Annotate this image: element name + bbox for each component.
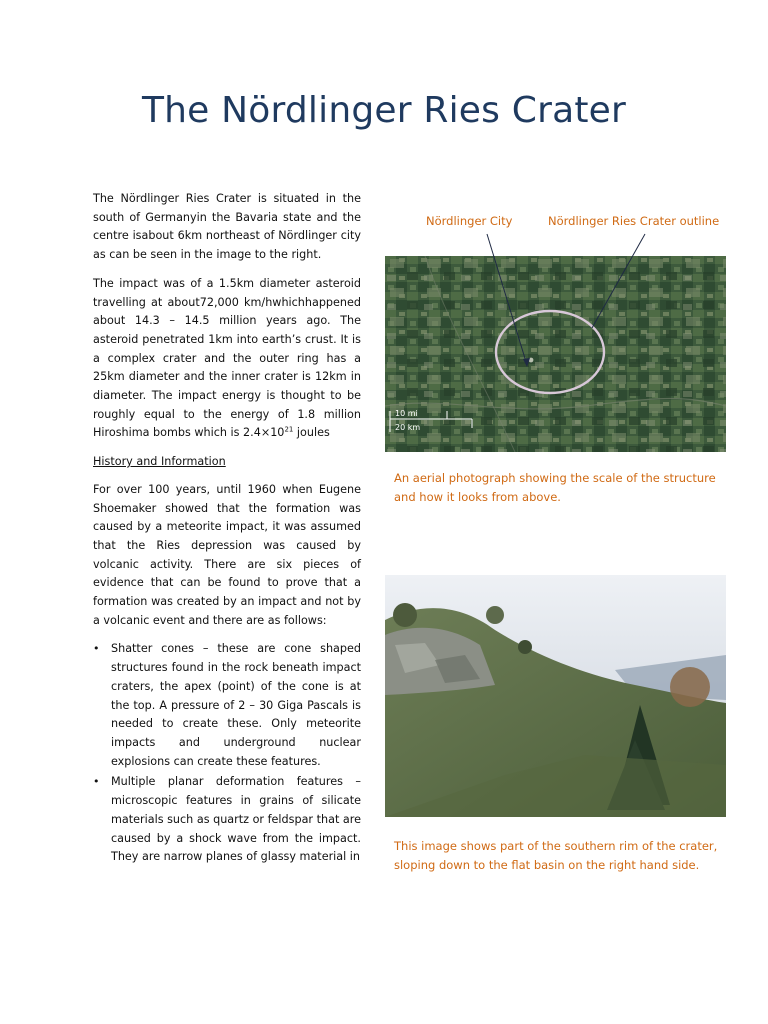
intro-paragraph-impact: The impact was of a 1.5km diameter asteroid travelling at about72,000 km/hwhichhappened about 14.3 – 14.5 million years ago. The asteroid penetrated 1km into earth’s crust. It is a complex crater and the outer ring has a 25km diameter and the inner crater is 12km in diameter. The impact energy is thought to be roughly equal to the energy of 1.8 million Hiroshima bombs which is $2.4\times 10^{21}$ joules [93, 276, 361, 440]
aerial-photo-illustration [385, 256, 726, 452]
page-title: The Nördlinger Ries Crater [141, 90, 627, 131]
list-item: • Shatter cones – these are cone shaped structures found in the rock beneath impact craters, the apex (point) of the cone is at the top. A pressure of 2 – 30 Giga Pascals is needed to create these. Only meteorite impacts and underground nuclear explosions can create these features. [93, 642, 361, 768]
rim-photo-illustration [385, 575, 726, 817]
bullet-icon: • [93, 775, 100, 789]
svg-text:10 mi: 10 mi [395, 409, 418, 418]
caption-rim-photo: This image shows part of the southern rim of the crater, sloping down to the flat basin on the right hand side. [394, 839, 718, 872]
exponent: 21 [284, 425, 294, 434]
bullet-icon: • [93, 642, 100, 656]
caption-aerial-photo: An aerial photograph showing the scale of the structure and how it looks from above. [394, 471, 716, 504]
aerial-photograph [385, 256, 726, 452]
intro-paragraph-location: The Nördlinger Ries Crater is situated in the south of Germanyin the Bavaria state and the centre isabout 6km northeast of Nördlinger city as can be seen in the image to the right. [93, 192, 361, 262]
label-nordlinger-city: Nördlinger City [426, 214, 513, 228]
evidence-list [93, 640, 361, 866]
label-crater-outline: Nördlinger Ries Crater outline [548, 214, 720, 228]
svg-text:20 km: 20 km [395, 423, 421, 432]
left-column [93, 190, 361, 869]
section-heading-history: History and Information [93, 455, 226, 469]
list-item: • Multiple planar deformation features – microscopic features in grains of silicate materials such as quartz or feldspar that are caused by a shock wave from the impact. They are narrow planes of glassy material in [93, 775, 361, 864]
history-paragraph: For over 100 years, until 1960 when Eugene Shoemaker showed that the formation was caused by a meteorite impact, it was assumed that the Ries depression was caused by volcanic activity. There are six pieces of evidence that can be found to prove that a formation was created by an impact and not by a volcanic event and there are as follows: [93, 482, 361, 627]
crater-rim-photograph [385, 575, 726, 817]
